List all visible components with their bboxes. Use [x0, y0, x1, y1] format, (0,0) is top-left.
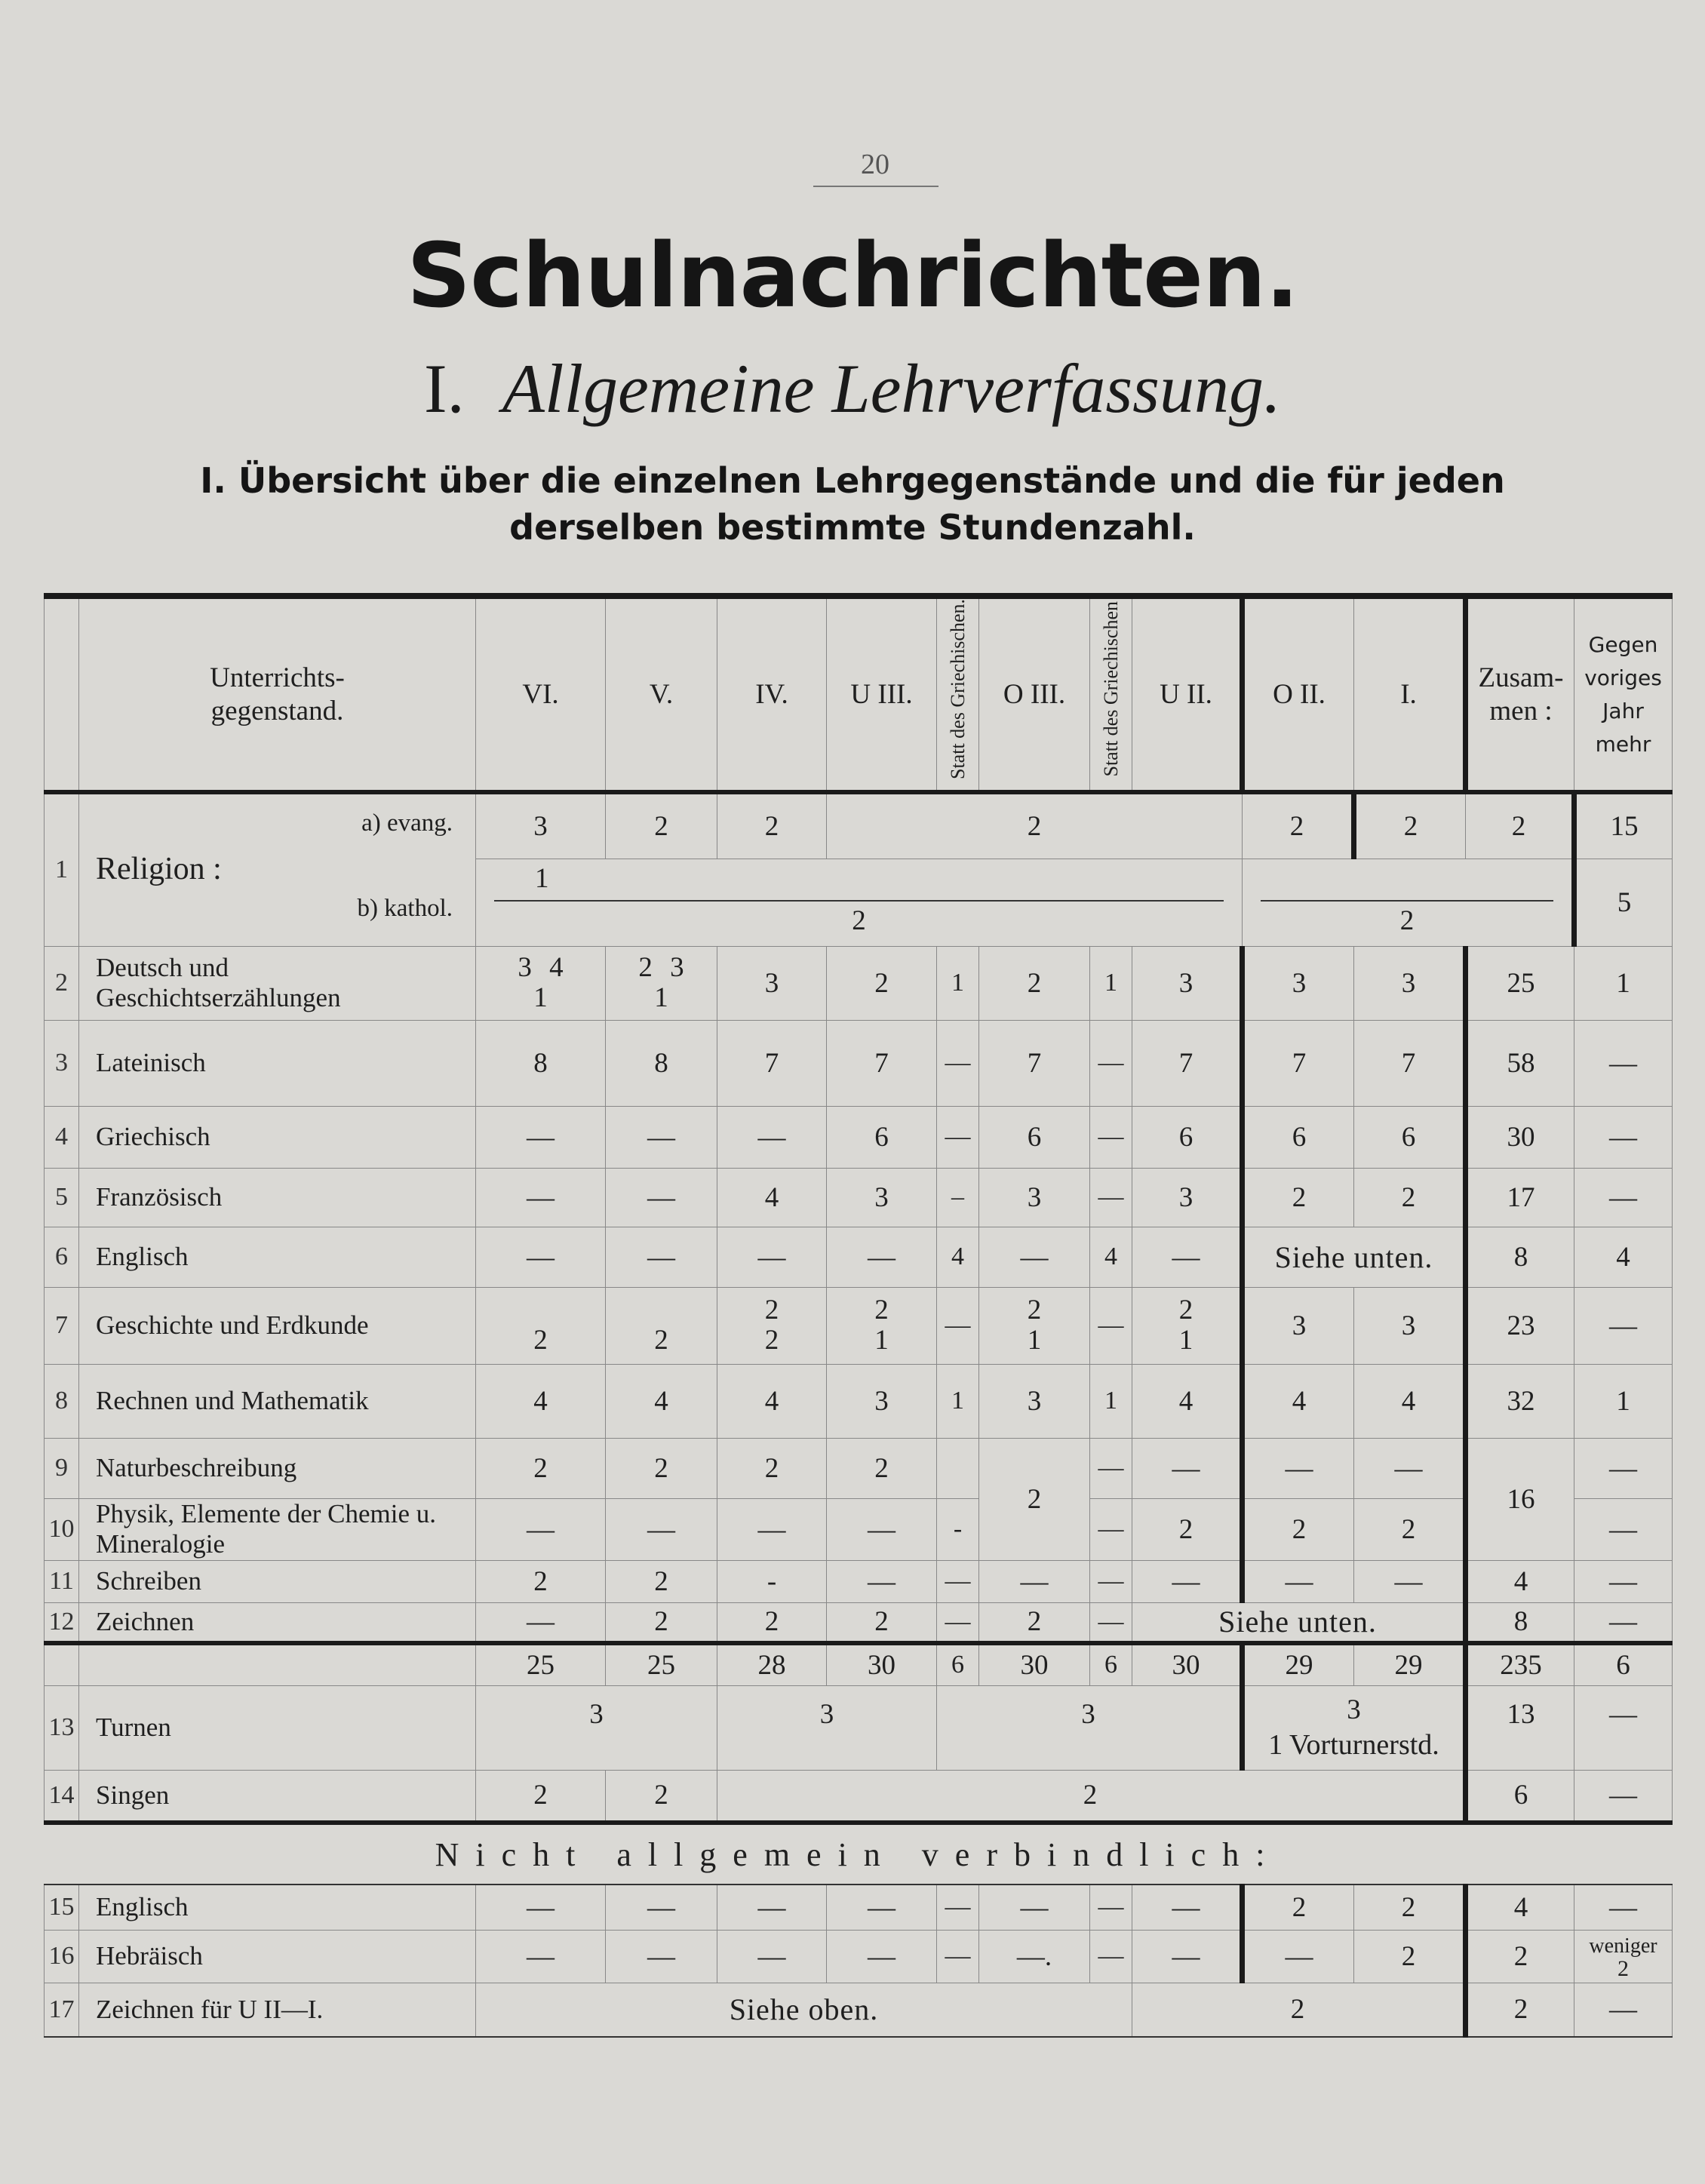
cell: 3: [1354, 946, 1466, 1020]
cell-diff: —: [1574, 1498, 1673, 1560]
cell-empty: [79, 1643, 476, 1685]
cell-sum: 4: [1466, 1560, 1574, 1602]
cell-empty: [937, 1438, 979, 1498]
cell: 2: [717, 1602, 827, 1643]
religion-b-label: b) kathol.: [357, 894, 453, 922]
cell: 2: [827, 792, 1243, 859]
cell-siehe-unten: Siehe unten.: [1132, 1602, 1466, 1643]
header-subject: Unterrichts-gegenstand.: [79, 596, 476, 792]
cell: 7: [1354, 1020, 1466, 1106]
cell-diff: —: [1574, 1168, 1673, 1227]
cell: 4: [549, 952, 564, 983]
cell-diff: 2: [1617, 1955, 1629, 1981]
table-row: [45, 1685, 1673, 1770]
subject-englisch: Englisch: [79, 1227, 476, 1287]
cell-sum: 17: [1466, 1168, 1574, 1227]
cell: 3: [1354, 1287, 1466, 1364]
cell: —: [827, 1885, 937, 1930]
cell-diff: —: [1574, 1438, 1673, 1498]
cell: 3: [717, 1685, 937, 1770]
brace-line: [1261, 900, 1553, 902]
cell: 1: [654, 982, 668, 1013]
cell: 2: [476, 1560, 606, 1602]
cell: 2: [606, 1287, 717, 1364]
row-number: 8: [45, 1364, 79, 1438]
cell: 1: [937, 1364, 979, 1438]
cell: 1: [874, 1325, 889, 1356]
cell: 3: [1243, 1287, 1354, 1364]
cell-sum: 16: [1466, 1438, 1574, 1560]
subject-englisch-2: Englisch: [79, 1885, 476, 1930]
cell: –: [937, 1168, 979, 1227]
cell: 3: [937, 1685, 1243, 1770]
cell-siehe-unten: Siehe unten.: [1243, 1227, 1466, 1287]
cell-stack: [827, 1287, 937, 1364]
cell: 3: [518, 952, 532, 983]
row-number: 1: [45, 792, 79, 946]
header-vi: VI.: [476, 596, 606, 792]
cell: —: [1132, 1930, 1243, 1983]
cell: —: [476, 1106, 606, 1168]
page-number: 20: [861, 149, 889, 180]
cell: 2: [476, 1770, 606, 1823]
cell: —: [1132, 1885, 1243, 1930]
cell: 4: [1090, 1227, 1132, 1287]
cell: —: [937, 1560, 979, 1602]
cell-siehe-oben: Siehe oben.: [476, 1983, 1132, 2037]
cell: 3: [979, 1168, 1090, 1227]
table-row: [45, 1770, 1673, 1823]
cell: —: [476, 1885, 606, 1930]
nicht-verbindlich-label: Nicht allgemein verbindlich:: [45, 1823, 1673, 1885]
cell: —: [476, 1168, 606, 1227]
cell: —: [827, 1930, 937, 1983]
row-number: 4: [45, 1106, 79, 1168]
row-number: 11: [45, 1560, 79, 1602]
cell: —: [606, 1885, 717, 1930]
cell-diff: 1: [1574, 1364, 1673, 1438]
subject-hebraeisch: Hebräisch: [79, 1930, 476, 1983]
cell: 4: [476, 1364, 606, 1438]
cell: 2: [1354, 1498, 1466, 1560]
cell: 3: [476, 792, 606, 859]
cell: 2: [717, 792, 827, 859]
cell-total: 30: [827, 1643, 937, 1685]
cell: —: [937, 1020, 979, 1106]
cell: —: [476, 1498, 606, 1560]
cell: 1: [1090, 1364, 1132, 1438]
cell: 2: [606, 1602, 717, 1643]
cell: —: [1132, 1438, 1243, 1498]
cell: —: [1090, 1287, 1132, 1364]
cell-total: 25: [476, 1643, 606, 1685]
cell: —: [1090, 1106, 1132, 1168]
cell-diff: —: [1574, 1983, 1673, 2037]
cell: 2: [1243, 1885, 1354, 1930]
cell: 2: [606, 1438, 717, 1498]
cell: —: [476, 1602, 606, 1643]
cell: —: [937, 1885, 979, 1930]
cell-diff: 1: [1574, 946, 1673, 1020]
cell-sum: 2: [1466, 1930, 1574, 1983]
cell: —: [717, 1930, 827, 1983]
cell-sum: 32: [1466, 1364, 1574, 1438]
cell: 2: [764, 1325, 779, 1356]
cell-diff: —: [1574, 1020, 1673, 1106]
subject-franzoesisch: Französisch: [79, 1168, 476, 1227]
cell-sum: 13: [1466, 1685, 1574, 1770]
cell-sum: 30: [1466, 1106, 1574, 1168]
cell: 1: [1027, 1325, 1042, 1356]
header-statt-2: [1090, 596, 1132, 792]
cell: —: [476, 1930, 606, 1983]
cell: -: [937, 1498, 979, 1560]
cell: —.: [979, 1930, 1090, 1983]
frac: [476, 953, 605, 1013]
cell-total: 6: [1090, 1643, 1132, 1685]
cell: —: [1090, 1498, 1132, 1560]
cell: —: [1090, 1560, 1132, 1602]
cell: —: [1354, 1560, 1466, 1602]
cell: 7: [1132, 1020, 1243, 1106]
table-row: [45, 1983, 1673, 2037]
row-number: 12: [45, 1602, 79, 1643]
cell: 2: [764, 1295, 779, 1325]
cell: 1: [937, 946, 979, 1020]
cell: —: [606, 1227, 717, 1287]
cell: —: [937, 1287, 979, 1364]
cell: —: [979, 1560, 1090, 1602]
cell-total: 30: [1132, 1643, 1243, 1685]
cell: 6: [1354, 1106, 1466, 1168]
subject-zeichnen-2: Zeichnen für U II—I.: [79, 1983, 476, 2037]
cell-diff: —: [1574, 1602, 1673, 1643]
cell: 2: [476, 1438, 606, 1498]
cell: 2: [1243, 1498, 1354, 1560]
cell-stack: [1132, 1287, 1243, 1364]
cell: 6: [979, 1106, 1090, 1168]
cell-religion-b-lower: [476, 859, 1243, 946]
row-number: 2: [45, 946, 79, 1020]
cell: 2: [1354, 792, 1466, 859]
cell-sum: 6: [1466, 1770, 1574, 1823]
cell: 2: [874, 1295, 889, 1325]
cell-total: 28: [717, 1643, 827, 1685]
cell: 8: [606, 1020, 717, 1106]
cell: 7: [979, 1020, 1090, 1106]
cell: 2: [827, 1602, 937, 1643]
header-iv: IV.: [717, 596, 827, 792]
section-row: [45, 1823, 1673, 1885]
cell-deutsch-vi: [476, 946, 606, 1020]
row-number: 17: [45, 1983, 79, 2037]
header-oiii: O III.: [979, 596, 1090, 792]
cell-diff: 4: [1574, 1227, 1673, 1287]
row-number: 7: [45, 1287, 79, 1364]
cell: 3: [1347, 1694, 1361, 1725]
cell: 3: [827, 1168, 937, 1227]
cell: 2: [1178, 1295, 1194, 1325]
table-row: [45, 1438, 1673, 1498]
page-number-rule: [813, 186, 939, 187]
cell-turnen-oii-i: [1243, 1685, 1466, 1770]
cell-total: 25: [606, 1643, 717, 1685]
cell: —: [827, 1498, 937, 1560]
cell: 2: [476, 1287, 606, 1364]
cell-diff: —: [1574, 1287, 1673, 1364]
cell: —: [1132, 1227, 1243, 1287]
cell-total: 29: [1354, 1643, 1466, 1685]
page-title: Schulnachrichten.: [407, 223, 1298, 327]
cell: 3: [1132, 1168, 1243, 1227]
cell: 2: [717, 1438, 827, 1498]
frac: [606, 953, 717, 1013]
cell: 2: [606, 1770, 717, 1823]
cell-sum: 4: [1466, 1885, 1574, 1930]
cell: 2: [979, 946, 1090, 1020]
subject-zeichnen: Zeichnen: [79, 1602, 476, 1643]
cell-diff-stack: [1574, 1930, 1673, 1983]
cell-diff: —: [1574, 1685, 1673, 1770]
cell-stack: [979, 1287, 1090, 1364]
table-row: [45, 1020, 1673, 1106]
cell-total: 30: [979, 1643, 1090, 1685]
cell-diff-note: weniger: [1589, 1934, 1657, 1958]
cell: 2: [1354, 1168, 1466, 1227]
cell-sum: 8: [1466, 1602, 1574, 1643]
header-statt-1-text: Statt des Griechischen.: [946, 599, 969, 779]
cell: —: [476, 1227, 606, 1287]
subject-physik: Physik, Elemente der Chemie u. Mineralogie: [79, 1498, 476, 1560]
cell: —: [827, 1227, 937, 1287]
brace-line: [494, 900, 1224, 902]
cell: 2: [1027, 1295, 1042, 1325]
cell: 2: [1466, 792, 1574, 859]
cell: 1: [1090, 946, 1132, 1020]
cell: —: [1090, 1168, 1132, 1227]
cell: —: [606, 1498, 717, 1560]
cell: 2: [606, 1560, 717, 1602]
cell-sum: 25: [1466, 946, 1574, 1020]
row-number: 13: [45, 1685, 79, 1770]
cell: —: [717, 1885, 827, 1930]
cell: 2: [1243, 792, 1354, 859]
cell-sum: 23: [1466, 1287, 1574, 1364]
cell: 2: [1132, 1983, 1466, 2037]
subject-griechisch: Griechisch: [79, 1106, 476, 1168]
header-i: I.: [1354, 596, 1466, 792]
cell: —: [717, 1227, 827, 1287]
cell: 4: [1354, 1364, 1466, 1438]
table-heading: I. Übersicht über die einzelnen Lehrgegenstände und die für jeden derselben bestimmte Stundenzahl.: [200, 460, 1505, 548]
table-row: [45, 1168, 1673, 1227]
cell-diff: —: [1574, 1560, 1673, 1602]
row-number: 5: [45, 1168, 79, 1227]
cell-deutsch-v: [606, 946, 717, 1020]
header-row: [45, 596, 1673, 792]
cell: —: [1243, 1560, 1354, 1602]
cell-empty: [45, 1643, 79, 1685]
cell: —: [1090, 1885, 1132, 1930]
religion-a-label: a) evang.: [361, 809, 453, 837]
header-v: V.: [606, 596, 717, 792]
cell: 2: [717, 1770, 1466, 1823]
cell: 2: [1354, 1885, 1466, 1930]
cell: —: [1132, 1560, 1243, 1602]
table-row: [45, 1106, 1673, 1168]
header-zusammen: Zusam-men :: [1466, 596, 1574, 792]
cell: 2: [979, 1602, 1090, 1643]
row-number: 3: [45, 1020, 79, 1106]
cell: —: [1354, 1438, 1466, 1498]
subject-geschichte: Geschichte und Erdkunde: [79, 1287, 476, 1364]
table-row: [45, 1560, 1673, 1602]
cell-stack: [717, 1287, 827, 1364]
cell: 2: [827, 1438, 937, 1498]
subject-religion: [79, 792, 476, 946]
cell-sum: 235: [1466, 1643, 1574, 1685]
cell: 1: [1178, 1325, 1194, 1356]
table-row: [45, 1227, 1673, 1287]
table-row: [45, 1364, 1673, 1438]
header-uii: U II.: [1132, 596, 1243, 792]
cell: —: [1090, 1438, 1132, 1498]
cell-sum: 5: [1574, 859, 1673, 946]
cell: 3: [476, 1685, 717, 1770]
cell: 3: [717, 946, 827, 1020]
cell: 2: [1243, 1168, 1354, 1227]
cell: 2: [1399, 905, 1415, 936]
table-row: [45, 946, 1673, 1020]
row-number: 16: [45, 1930, 79, 1983]
cell: 4: [606, 1364, 717, 1438]
cell: 4: [1132, 1364, 1243, 1438]
cell: 3: [979, 1364, 1090, 1438]
cell: —: [937, 1930, 979, 1983]
cell: 2: [979, 1438, 1090, 1560]
cell-sum: 58: [1466, 1020, 1574, 1106]
totals-row: [45, 1643, 1673, 1685]
row-number: 6: [45, 1227, 79, 1287]
cell: —: [937, 1602, 979, 1643]
cell: 4: [937, 1227, 979, 1287]
religion-label: Religion :: [96, 852, 222, 887]
cell-note: 1 Vorturnerstd.: [1268, 1728, 1439, 1761]
table-row: [45, 1602, 1673, 1643]
section-numeral: I.: [424, 350, 465, 427]
table-row: [45, 792, 1673, 859]
cell: —: [1243, 1438, 1354, 1498]
header-statt-2-text: Statt des Griechischen: [1099, 601, 1122, 777]
cell: —: [717, 1498, 827, 1560]
section-title: [0, 349, 1705, 429]
table-row: [45, 1498, 1673, 1560]
cell: —: [1090, 1930, 1132, 1983]
subject-latein: Lateinisch: [79, 1020, 476, 1106]
cell: 3: [1132, 946, 1243, 1020]
cell: 2: [1354, 1930, 1466, 1983]
cell: —: [937, 1106, 979, 1168]
cell: 6: [1243, 1106, 1354, 1168]
cell: —: [606, 1168, 717, 1227]
cell: 1: [533, 982, 548, 1013]
subject-turnen: Turnen: [79, 1685, 476, 1770]
cell: 7: [717, 1020, 827, 1106]
cell: —: [979, 1885, 1090, 1930]
cell-total: 29: [1243, 1643, 1354, 1685]
cell-diff: 6: [1574, 1643, 1673, 1685]
cell: 2: [852, 905, 866, 936]
cell: 8: [476, 1020, 606, 1106]
table-row: [45, 1885, 1673, 1930]
header-gegen: Gegen voriges Jahr mehr: [1574, 596, 1673, 792]
cell: 3: [1243, 946, 1354, 1020]
cell: 6: [1132, 1106, 1243, 1168]
header-statt-1: [937, 596, 979, 792]
cell-diff: —: [1574, 1885, 1673, 1930]
cell: 7: [827, 1020, 937, 1106]
cell: 4: [1243, 1364, 1354, 1438]
subject-deutsch: Deutsch und Geschichtserzählungen: [79, 946, 476, 1020]
cell-religion-b-upper: [1243, 859, 1574, 946]
cell: -: [717, 1560, 827, 1602]
subject-schreiben: Schreiben: [79, 1560, 476, 1602]
cell: 4: [717, 1364, 827, 1438]
subject-natur: Naturbeschreibung: [79, 1438, 476, 1498]
row-number: 14: [45, 1770, 79, 1823]
table-row: [45, 1287, 1673, 1364]
cell: 6: [827, 1106, 937, 1168]
subject-singen: Singen: [79, 1770, 476, 1823]
cell: 4: [717, 1168, 827, 1227]
cell: —: [1090, 1020, 1132, 1106]
cell-total: 6: [937, 1643, 979, 1685]
cell: 3: [827, 1364, 937, 1438]
table-row: [45, 1930, 1673, 1983]
section-title-text: Allgemeine Lehrverfassung.: [502, 350, 1281, 427]
cell: —: [827, 1560, 937, 1602]
cell: 2: [1132, 1498, 1243, 1560]
row-number: 9: [45, 1438, 79, 1498]
cell: —: [1090, 1602, 1132, 1643]
cell: 2: [827, 946, 937, 1020]
cell-diff: —: [1574, 1106, 1673, 1168]
cell: —: [606, 1106, 717, 1168]
lesson-plan-table: [44, 593, 1673, 2038]
cell: 3: [670, 952, 684, 983]
header-oii: O II.: [1243, 596, 1354, 792]
cell: —: [1243, 1930, 1354, 1983]
cell-sum: 8: [1466, 1227, 1574, 1287]
cell: 1: [535, 862, 549, 894]
cell-sum: 15: [1574, 792, 1673, 859]
cell: 7: [1243, 1020, 1354, 1106]
subject-rechnen: Rechnen und Mathematik: [79, 1364, 476, 1438]
header-uiii: U III.: [827, 596, 937, 792]
cell: 2: [606, 792, 717, 859]
row-number: 15: [45, 1885, 79, 1930]
cell-diff: —: [1574, 1770, 1673, 1823]
cell: —: [606, 1930, 717, 1983]
cell: —: [717, 1106, 827, 1168]
row-number: 10: [45, 1498, 79, 1560]
cell-sum: 2: [1466, 1983, 1574, 2037]
cell: 2: [638, 952, 653, 983]
cell: —: [979, 1227, 1090, 1287]
